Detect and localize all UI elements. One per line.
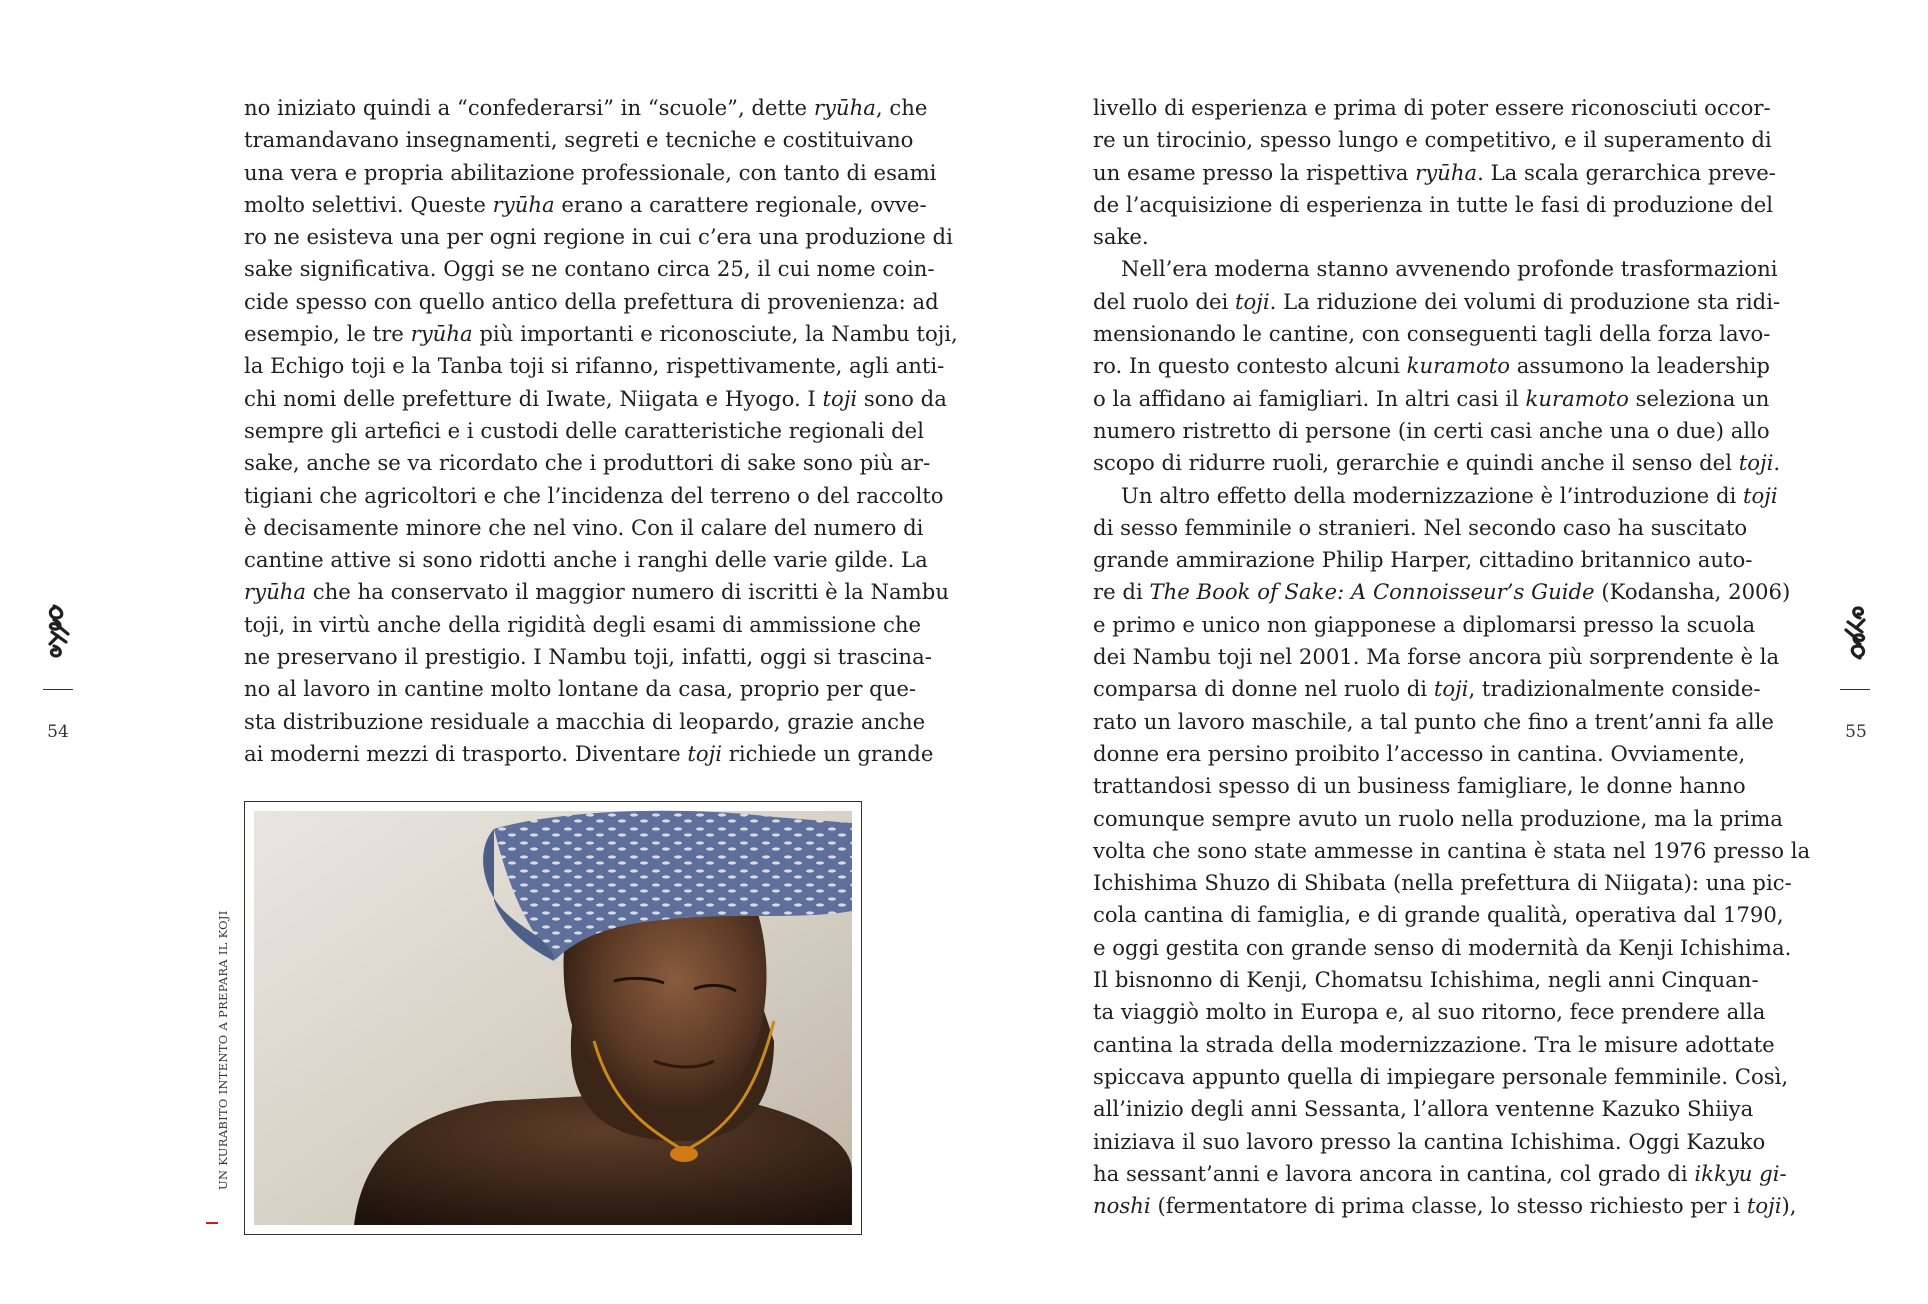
- folio-rule: [1840, 689, 1870, 690]
- text-line: comunque sempre avuto un ruolo nella produzione, ma la prima: [1093, 805, 1783, 831]
- text-line: ro ne esisteva una per ogni regione in cui c’era una produzione di: [244, 224, 953, 250]
- text-line: sake.: [1093, 224, 1149, 250]
- italic-term: noshi: [1093, 1193, 1151, 1219]
- text-line: Ichishima Shuzo di Shibata (nella prefettura di Niigata): una pic-: [1093, 870, 1792, 896]
- text-line: comparsa di donne nel ruolo di toji, tradizionalmente conside-: [1093, 676, 1761, 702]
- text-line: de l’acquisizione di esperienza in tutte le fasi di produzione del: [1093, 191, 1774, 217]
- text-line: ro. In questo contesto alcuni kuramoto assumono la leadership: [1093, 353, 1770, 379]
- text-line: donne era persino proibito l’accesso in cantina. Ovviamente,: [1093, 740, 1746, 766]
- text-line: numero ristretto di persone (in certi casi anche una o due) allo: [1093, 417, 1770, 443]
- text-line: sta distribuzione residuale a macchia di leopardo, grazie anche: [244, 708, 926, 734]
- italic-term: kuramoto: [1406, 353, 1511, 379]
- text-line: ai moderni mezzi di trasporto. Diventare toji richiede un grande: [244, 740, 934, 766]
- italic-term: toji: [1746, 1193, 1782, 1219]
- text-line: no iniziato quindi a “confederarsi” in “scuole”, dette ryūha, che: [244, 95, 928, 120]
- text-line: noshi (fermentatore di prima classe, lo stesso richiesto per i toji),: [1093, 1193, 1797, 1219]
- text-line: ta viaggiò molto in Europa e, al suo ritorno, fece prendere alla: [1093, 999, 1766, 1025]
- text-line: trattandosi spesso di un business famigliare, le donne hanno: [1093, 773, 1746, 799]
- page-number: 55: [1845, 722, 1867, 742]
- left-body-text: [244, 92, 958, 770]
- text-line: all’inizio degli anni Sessanta, l’allora ventenne Kazuko Shiiya: [1093, 1096, 1754, 1122]
- italic-term: The Book of Sake: A Connoisseur’s Guide: [1149, 579, 1595, 605]
- text-line: una vera e propria abilitazione professionale, con tanto di esami: [244, 159, 937, 185]
- text-line: tigiani che agricoltori e che l’incidenza del terreno o del raccolto: [244, 482, 944, 508]
- text-line: la Echigo toji e la Tanba toji si rifanno, rispettivamente, agli anti-: [244, 353, 945, 379]
- text-line: livello di esperienza e prima di poter essere riconosciuti occor-: [1093, 95, 1771, 120]
- text-line: sempre gli artefici e i custodi delle caratteristiche regionali del: [244, 417, 924, 443]
- text-line: spiccava appunto quella di impiegare personale femminile. Così,: [1093, 1063, 1789, 1089]
- text-line: grande ammirazione Philip Harper, cittadino britannico auto-: [1093, 547, 1753, 573]
- text-line: ha sessant’anni e lavora ancora in cantina, col grado di ikkyu gi-: [1093, 1160, 1787, 1186]
- page-number: 54: [47, 722, 69, 742]
- text-line: cantina la strada della modernizzazione. Tra le misure adottate: [1093, 1031, 1775, 1057]
- text-line: volta che sono state ammesse in cantina è stata nel 1976 presso la: [1093, 837, 1811, 863]
- folio-rule: [43, 689, 73, 690]
- text-line: re un tirocinio, spesso lungo e competitivo, e il superamento di: [1093, 127, 1772, 153]
- text-line: scopo di ridurre ruoli, gerarchie e quindi anche il senso del toji.: [1093, 450, 1781, 476]
- sake-brand-logo-left: [28, 600, 88, 664]
- text-line: del ruolo dei toji. La riduzione dei volumi di produzione sta ridi-: [1093, 288, 1781, 314]
- text-line: Nell’era moderna stanno avvenendo profonde trasformazioni: [1121, 256, 1778, 282]
- italic-term: toji: [687, 740, 722, 766]
- text-line: tramandavano insegnamenti, segreti e tecniche e costituivano: [244, 127, 914, 153]
- italic-term: ryūha: [813, 95, 876, 120]
- italic-term: ryūha: [492, 191, 555, 217]
- text-line: dei Nambu toji nel 2001. Ma forse ancora più sorprendente è la: [1093, 644, 1780, 670]
- text-line: ryūha che ha conservato il maggior numero di iscritti è la Nambu: [244, 579, 949, 605]
- sake-calligraphy-logo: [38, 600, 78, 664]
- text-line: cide spesso con quello antico della prefettura di provenienza: ad: [244, 288, 939, 314]
- text-line: chi nomi delle prefetture di Iwate, Niigata e Hyogo. I toji sono da: [244, 385, 947, 411]
- text-line: Il bisnonno di Kenji, Chomatsu Ichishima, negli anni Cinquan-: [1093, 967, 1759, 993]
- kurabito-photo-frame: [244, 801, 862, 1235]
- text-line: Un altro effetto della modernizzazione è l’introduzione di toji: [1121, 482, 1778, 508]
- italic-term: kuramoto: [1525, 385, 1629, 411]
- text-line: o la affidano ai famigliari. In altri casi il kuramoto seleziona un: [1093, 385, 1770, 411]
- text-line: e oggi gestita con grande senso di modernità da Kenji Ichishima.: [1093, 934, 1792, 960]
- text-line: un esame presso la rispettiva ryūha. La scala gerarchica preve-: [1093, 159, 1776, 185]
- text-line: no al lavoro in cantine molto lontane da casa, proprio per que-: [244, 676, 917, 702]
- text-line: mensionando le cantine, con conseguenti tagli della forza lavo-: [1093, 321, 1771, 347]
- text-line: toji, in virtù anche della rigidità degli esami di ammissione che: [244, 611, 922, 637]
- text-line: esempio, le tre ryūha più importanti e riconosciute, la Nambu toji,: [244, 321, 958, 347]
- caption-red-mark: [206, 1222, 218, 1224]
- text-line: sake, anche se va ricordato che i produttori di sake sono più ar-: [244, 450, 931, 476]
- text-line: re di The Book of Sake: A Connoisseur’s Guide (Kodansha, 2006): [1093, 579, 1791, 605]
- text-line: di sesso femminile o stranieri. Nel secondo caso ha suscitato: [1093, 514, 1748, 540]
- italic-term: ryūha: [1415, 159, 1478, 185]
- italic-term: ryūha: [244, 579, 307, 605]
- text-line: ne preservano il prestigio. I Nambu toji, infatti, oggi si trascina-: [244, 644, 932, 670]
- text-line: iniziava il suo lavoro presso la cantina Ichishima. Oggi Kazuko: [1093, 1128, 1766, 1154]
- text-line: molto selettivi. Queste ryūha erano a carattere regionale, ovve-: [244, 191, 927, 217]
- kurabito-photo-illustration: [254, 811, 852, 1225]
- italic-term: toji: [1738, 450, 1774, 476]
- right-body-text: [1093, 92, 1811, 1222]
- kurabito-photo: [254, 811, 852, 1225]
- sake-calligraphy-logo: [1836, 600, 1876, 664]
- right-page: [964, 0, 1928, 1304]
- photo-caption: [196, 700, 236, 1220]
- text-line: cola cantina di famiglia, e di grande qualità, operativa dal 1790,: [1093, 902, 1784, 928]
- sake-brand-logo-right: [1826, 600, 1886, 664]
- text-line: e primo e unico non giapponese a diplomarsi presso la scuola: [1093, 611, 1756, 637]
- text-line: rato un lavoro maschile, a tal punto che fino a trent’anni fa alle: [1093, 708, 1774, 734]
- photo-caption-text: UN KURABITO INTENTO A PREPARA IL KOJI: [216, 910, 230, 1190]
- italic-term: toji: [1433, 676, 1469, 702]
- italic-term: toji: [1743, 482, 1778, 508]
- italic-term: ikkyu gi-: [1694, 1160, 1787, 1186]
- italic-term: toji: [822, 385, 858, 411]
- text-line: è decisamente minore che nel vino. Con il calare del numero di: [244, 514, 924, 540]
- text-line: sake significativa. Oggi se ne contano circa 25, il cui nome coin-: [244, 256, 935, 282]
- text-line: cantine attive si sono ridotti anche i ranghi delle varie gilde. La: [244, 547, 928, 573]
- italic-term: toji: [1235, 288, 1270, 314]
- italic-term: ryūha: [410, 321, 473, 347]
